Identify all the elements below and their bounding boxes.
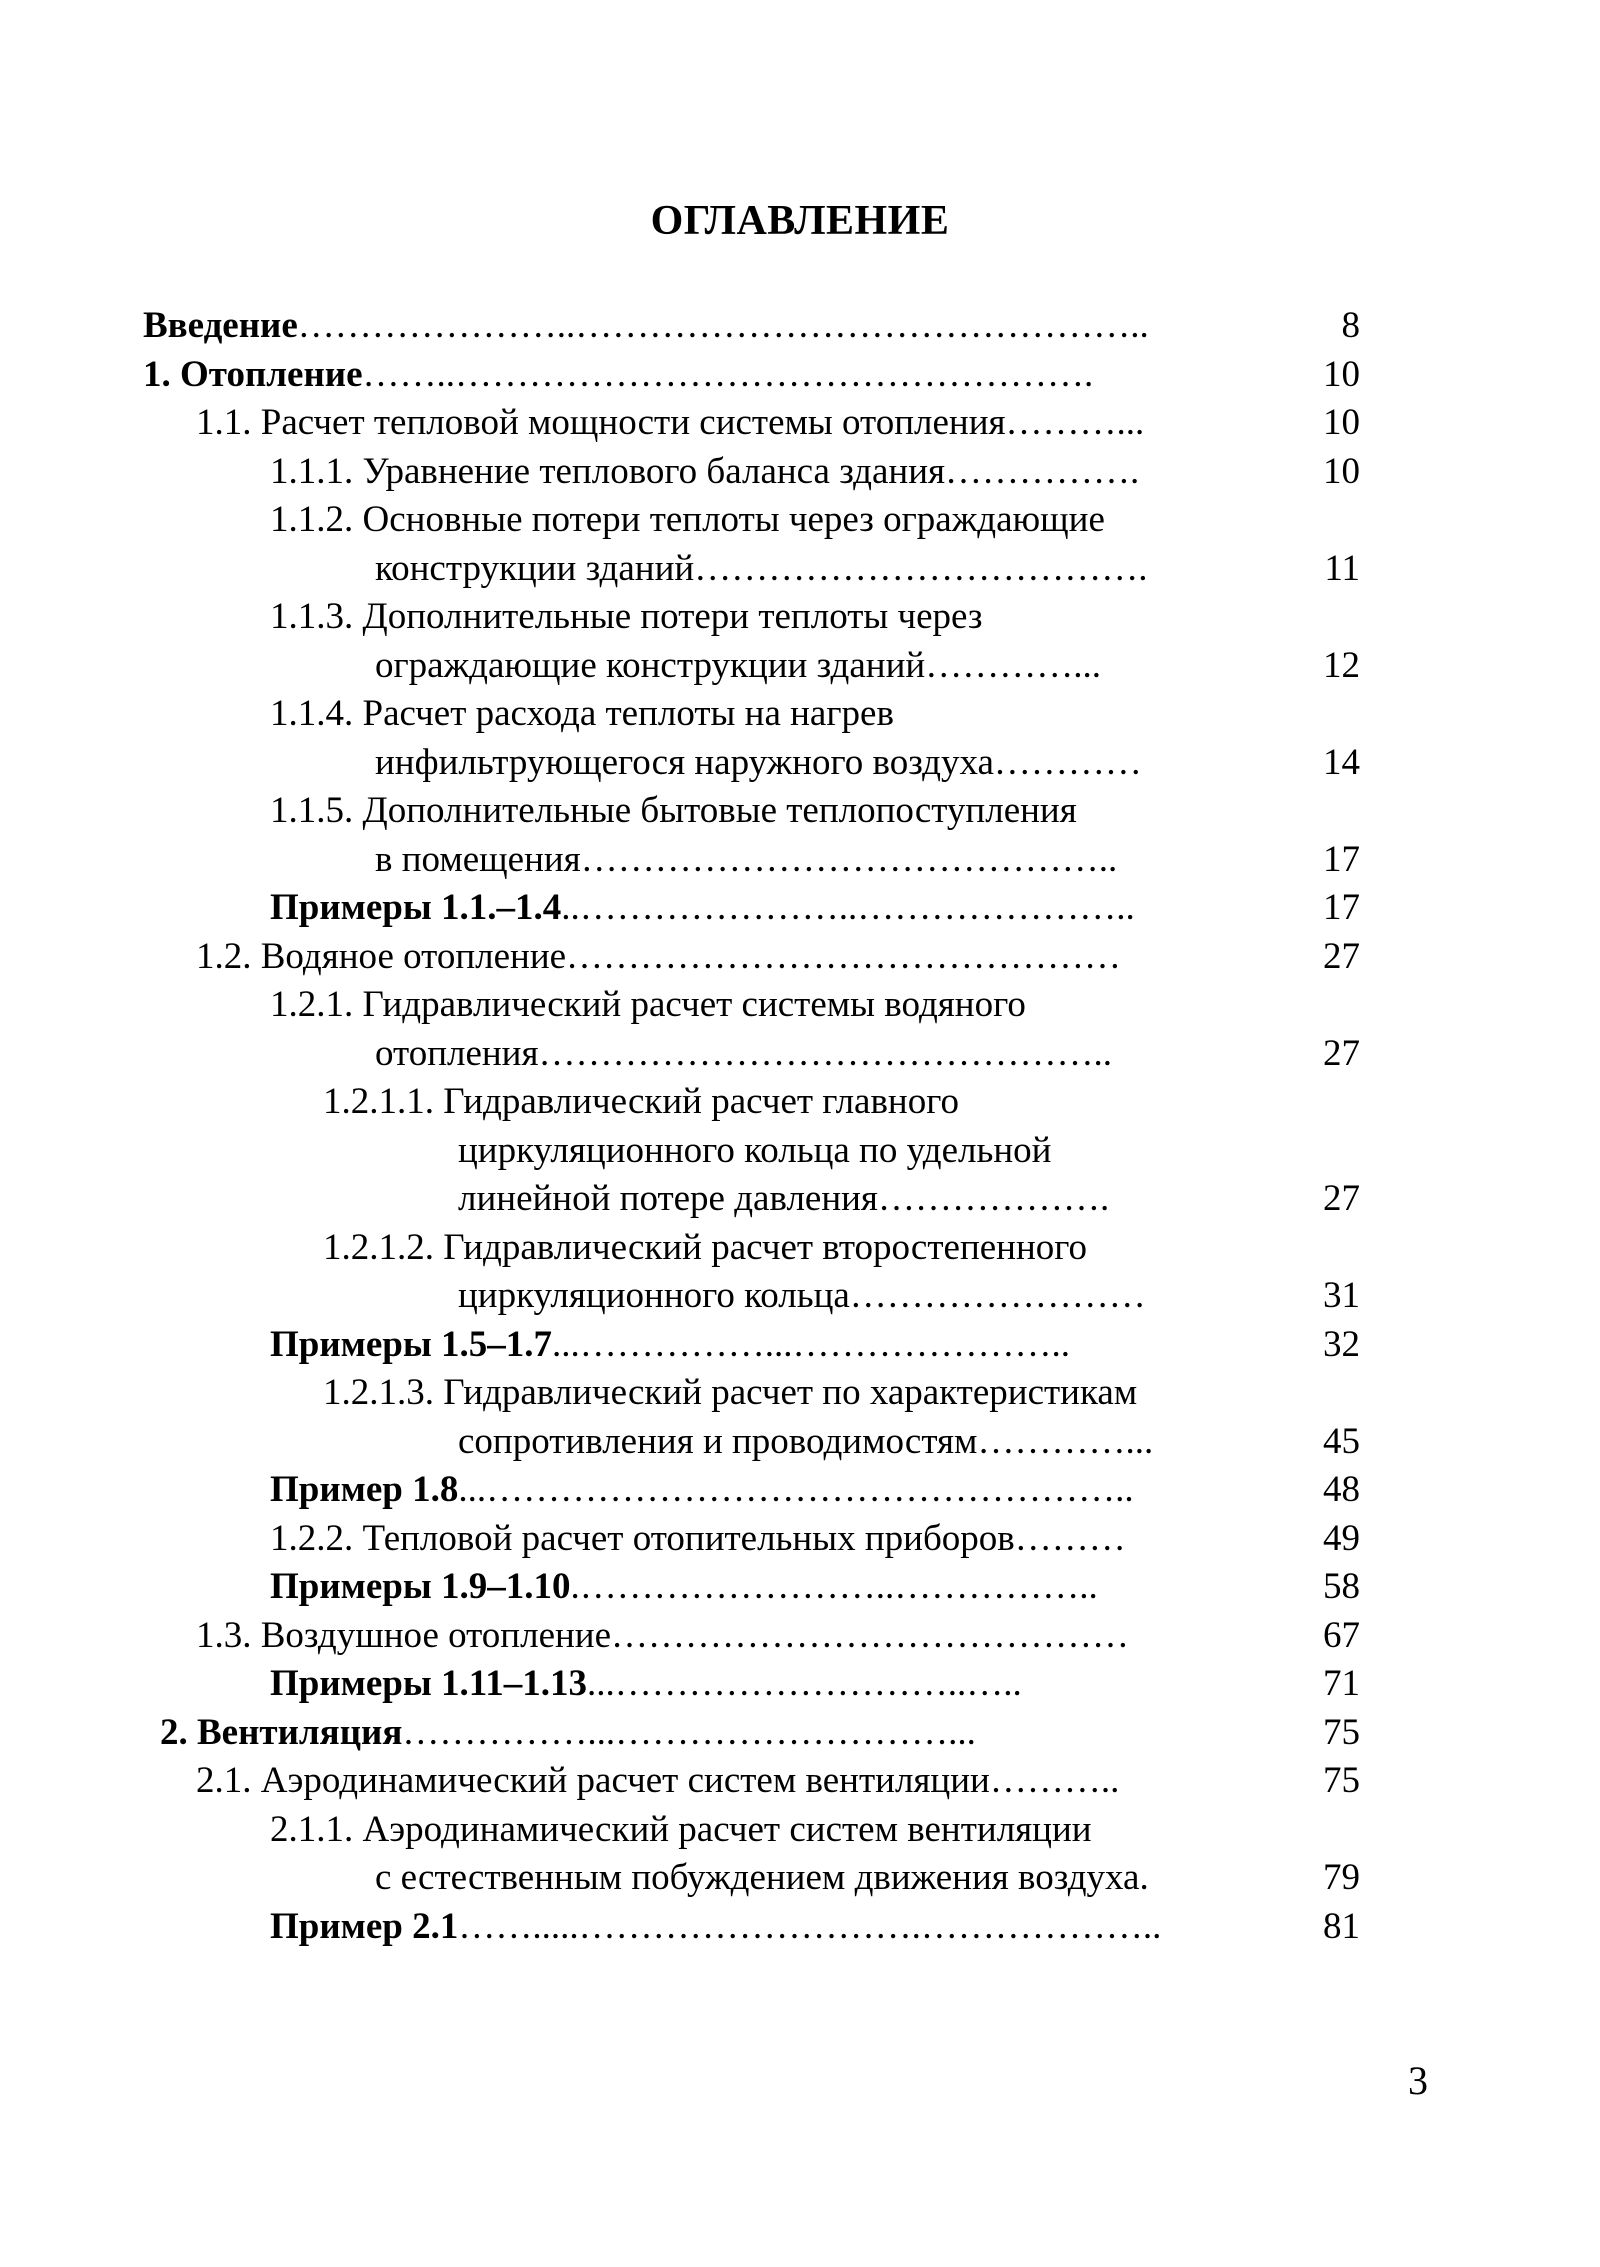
- toc-entry-leader-dots: ……………...………………………...: [402, 1711, 976, 1753]
- toc-entry-label: 1.1.5. Дополнительные бытовые теплопоступления: [270, 790, 1077, 831]
- toc-entry-leader-dots: …………….: [945, 450, 1140, 492]
- toc-entry: [0, 1855, 1600, 1901]
- toc-entry-page: 8: [1341, 305, 1360, 346]
- toc-entry-title: [270, 497, 1105, 543]
- toc-entry: [0, 1758, 1600, 1804]
- toc-entry-label: Пример 1.8: [270, 1469, 459, 1510]
- toc-entry: [0, 1128, 1600, 1174]
- toc-entry: [0, 400, 1600, 446]
- toc-entry-page: 67: [1323, 1614, 1360, 1656]
- toc-entry-label: Пример 2.1: [270, 1905, 459, 1947]
- toc-entry: [0, 1322, 1600, 1368]
- toc-entry-page: 48: [1323, 1469, 1360, 1510]
- toc-entry: [0, 1613, 1600, 1659]
- toc-entry-label: 1.3. Воздушное отопление: [196, 1614, 612, 1656]
- toc-entry-title: [270, 788, 1077, 834]
- toc-entry-title: [270, 1322, 1070, 1368]
- toc-entry-leader-dots: …….....……………………….………………..: [458, 1905, 1162, 1947]
- toc-entry-title: [270, 982, 1026, 1028]
- toc-entry: [0, 449, 1600, 495]
- toc-entry: [0, 1467, 1600, 1513]
- toc-entry-label: отопления: [375, 1032, 539, 1074]
- toc-entry-title: [143, 352, 1093, 398]
- toc-entry-leader-dots: ..…………………..…………………..: [561, 887, 1135, 928]
- toc-entry-page: 79: [1323, 1857, 1360, 1898]
- toc-entry-leader-dots: ……..…………………………………………….: [362, 353, 1094, 395]
- toc-entry: [0, 837, 1600, 883]
- toc-entry: [0, 885, 1600, 931]
- toc-entry-title: [458, 1176, 1109, 1222]
- toc-entry-label: в помещения: [375, 838, 581, 880]
- toc-entry-leader-dots: …………: [993, 741, 1142, 783]
- toc-entry-leader-dots: ……………….: [877, 1178, 1110, 1219]
- toc-entry-label: сопротивления и проводимостям: [458, 1420, 978, 1462]
- toc-entry: [0, 1370, 1600, 1416]
- toc-entry-leader-dots: ...……………………………………………..: [458, 1469, 1134, 1510]
- toc-entry-leader-dots: ………: [1014, 1517, 1126, 1559]
- toc-entry: [0, 982, 1600, 1028]
- toc-entry-label: циркуляционного кольца: [458, 1275, 850, 1316]
- toc-entry-title: [375, 643, 1101, 689]
- toc-entry-leader-dots: .……………………..……………..: [570, 1566, 1098, 1607]
- page-number: 3: [1408, 2058, 1428, 2103]
- toc-entry-page: 11: [1324, 547, 1360, 589]
- toc-entry-leader-dots: ……………………: [849, 1275, 1146, 1316]
- toc-entry-title: [270, 594, 983, 640]
- toc-entry: [0, 1225, 1600, 1271]
- toc-entry-label: конструкции зданий: [375, 547, 695, 589]
- toc-entry: [0, 643, 1600, 689]
- toc-entry-title: [375, 546, 1147, 592]
- toc-entry-leader-dots: ……………………………….: [694, 547, 1148, 589]
- toc-entry: [0, 1273, 1600, 1319]
- toc-entry-title: [270, 885, 1135, 931]
- toc-entry-title: [270, 449, 1139, 495]
- toc-entry-label: 1.2.1. Гидравлический расчет системы водяного: [270, 984, 1026, 1025]
- toc-entry-label: 1.1. Расчет тепловой мощности системы отопления: [196, 402, 1006, 443]
- toc-entry-page: 75: [1323, 1760, 1360, 1801]
- toc-entry-page: 45: [1323, 1420, 1360, 1462]
- toc-entry-page: 27: [1323, 1032, 1360, 1074]
- toc-entry: [0, 594, 1600, 640]
- toc-entry: [0, 1661, 1600, 1707]
- toc-entry-title: [196, 934, 1121, 980]
- toc-entry-title: [458, 1128, 1051, 1174]
- toc-entry-page: 32: [1323, 1323, 1360, 1365]
- toc-entry-label: линейной потере давления: [458, 1178, 878, 1219]
- toc-entry-label: 1.2.1.2. Гидравлический расчет второстепенного: [323, 1226, 1088, 1268]
- toc-entry-label: 2. Вентиляция: [160, 1711, 403, 1753]
- toc-entry-label: Примеры 1.9–1.10: [270, 1566, 571, 1607]
- toc-entry-leader-dots: ………..: [989, 1760, 1120, 1801]
- toc-entry-title: [270, 691, 894, 737]
- toc-entry-page: 27: [1323, 935, 1360, 977]
- toc-entry: [0, 1419, 1600, 1465]
- toc-entry-page: 10: [1323, 353, 1360, 395]
- toc-entry: [0, 740, 1600, 786]
- toc-entry-title: [375, 740, 1142, 786]
- toc-entry-title: [458, 1419, 1153, 1465]
- toc-entry-label: 1. Отопление: [143, 353, 363, 395]
- toc-entry: [0, 1564, 1600, 1610]
- toc-entry-label: 1.2.1.3. Гидравлический расчет по характеристикам: [323, 1372, 1138, 1413]
- toc-entry-leader-dots: ………………………………………..: [538, 1032, 1113, 1074]
- toc-entry-page: 81: [1323, 1905, 1360, 1947]
- toc-entry-label: 1.2.1.1. Гидравлический расчет главного: [323, 1081, 959, 1122]
- toc-entry-leader-dots: ...………………………..…..: [586, 1663, 1022, 1704]
- toc-entry-title: [270, 1807, 1092, 1853]
- page-title: ОГЛАВЛЕНИЕ: [650, 198, 950, 244]
- toc-entry-label: 2.1. Аэродинамический расчет систем вентиляции: [196, 1760, 990, 1801]
- toc-entry: [0, 1031, 1600, 1077]
- toc-entry: [0, 1807, 1600, 1853]
- toc-entry-title: [323, 1079, 959, 1125]
- toc-entry-label: 2.1.1. Аэродинамический расчет систем вентиляции: [270, 1808, 1092, 1850]
- toc-entry: [0, 497, 1600, 543]
- toc-entry: [0, 546, 1600, 592]
- toc-entry: [0, 1079, 1600, 1125]
- toc-entry-label: Примеры 1.1.–1.4: [270, 887, 562, 928]
- toc-entry-label: 1.1.3. Дополнительные потери теплоты через: [270, 596, 983, 637]
- toc-entry-label: 1.1.1. Уравнение теплового баланса здания: [270, 450, 946, 492]
- toc-entry-title: [270, 1904, 1161, 1950]
- toc-entry-page: 14: [1323, 741, 1360, 783]
- toc-entry-page: 17: [1323, 838, 1360, 880]
- toc-entry-leader-dots: ………………………………………: [566, 935, 1122, 977]
- toc-entry-label: 1.2.2. Тепловой расчет отопительных приборов: [270, 1517, 1015, 1559]
- toc-entry-page: 27: [1323, 1178, 1360, 1219]
- toc-entry-page: 31: [1323, 1275, 1360, 1316]
- toc-entry-title: [270, 1467, 1134, 1513]
- toc-entry-title: [323, 1225, 1087, 1271]
- toc-entry-title: [375, 1031, 1112, 1077]
- toc-entry-leader-dots: ………...: [1005, 402, 1145, 443]
- toc-entry-title: [196, 400, 1144, 446]
- toc-entry-title: [323, 1370, 1137, 1416]
- toc-entry-leader-dots: …………...: [977, 1420, 1154, 1462]
- toc-entry-title: [270, 1516, 1126, 1562]
- toc-entry-title: [160, 1710, 976, 1756]
- toc-entry: [0, 303, 1600, 349]
- toc-entry-label: Введение: [143, 305, 298, 346]
- toc-entry: [0, 934, 1600, 980]
- toc-entry-label: с естественным побуждением движения воздуха.: [375, 1857, 1149, 1898]
- toc-entry-page: 49: [1323, 1517, 1360, 1559]
- toc-entry-label: Примеры 1.5–1.7: [270, 1323, 553, 1365]
- toc-entry-label: ограждающие конструкции зданий: [375, 644, 926, 686]
- toc-entry-title: [270, 1661, 1022, 1707]
- toc-entry-page: 71: [1323, 1663, 1360, 1704]
- toc-entry: [0, 352, 1600, 398]
- toc-entry-label: 1.2. Водяное отопление: [196, 935, 567, 977]
- toc-entry-label: Примеры 1.11–1.13: [270, 1663, 587, 1704]
- toc-entry-label: циркуляционного кольца по удельной: [458, 1129, 1052, 1171]
- toc-entry: [0, 1710, 1600, 1756]
- toc-entry-title: [375, 837, 1117, 883]
- toc-entry-page: 10: [1323, 450, 1360, 492]
- toc-entry-label: 1.1.4. Расчет расхода теплоты на нагрев: [270, 693, 894, 734]
- toc-entry-page: 75: [1323, 1711, 1360, 1753]
- toc-entry-leader-dots: …………...: [925, 644, 1101, 686]
- toc-entry-title: [196, 1613, 1129, 1659]
- toc-entry-leader-dots: ……………………………………: [611, 1614, 1130, 1656]
- toc-entry: [0, 1516, 1600, 1562]
- toc-entry-leader-dots: …………………..………………………………………..: [297, 305, 1149, 346]
- toc-entry: [0, 691, 1600, 737]
- toc-entry-title: [270, 1564, 1098, 1610]
- toc-entry-leader-dots: ...……………...…………………..: [552, 1323, 1071, 1365]
- toc-entry-title: [143, 303, 1149, 349]
- toc-entry-leader-dots: ……………………………………..: [580, 838, 1118, 880]
- toc-entry-label: инфильтрующегося наружного воздуха: [375, 741, 994, 783]
- toc-entry-label: 1.1.2. Основные потери теплоты через ограждающие: [270, 499, 1105, 540]
- toc-entry: [0, 1904, 1600, 1950]
- toc-entry-page: 17: [1323, 887, 1360, 928]
- toc-entry-title: [375, 1855, 1149, 1901]
- toc-entry-page: 58: [1323, 1566, 1360, 1607]
- toc-entry-title: [196, 1758, 1119, 1804]
- toc-entry: [0, 1176, 1600, 1222]
- toc-entry: [0, 788, 1600, 834]
- toc-entry-title: [458, 1273, 1146, 1319]
- toc-entry-page: 10: [1323, 402, 1360, 443]
- toc-entry-page: 12: [1323, 644, 1360, 686]
